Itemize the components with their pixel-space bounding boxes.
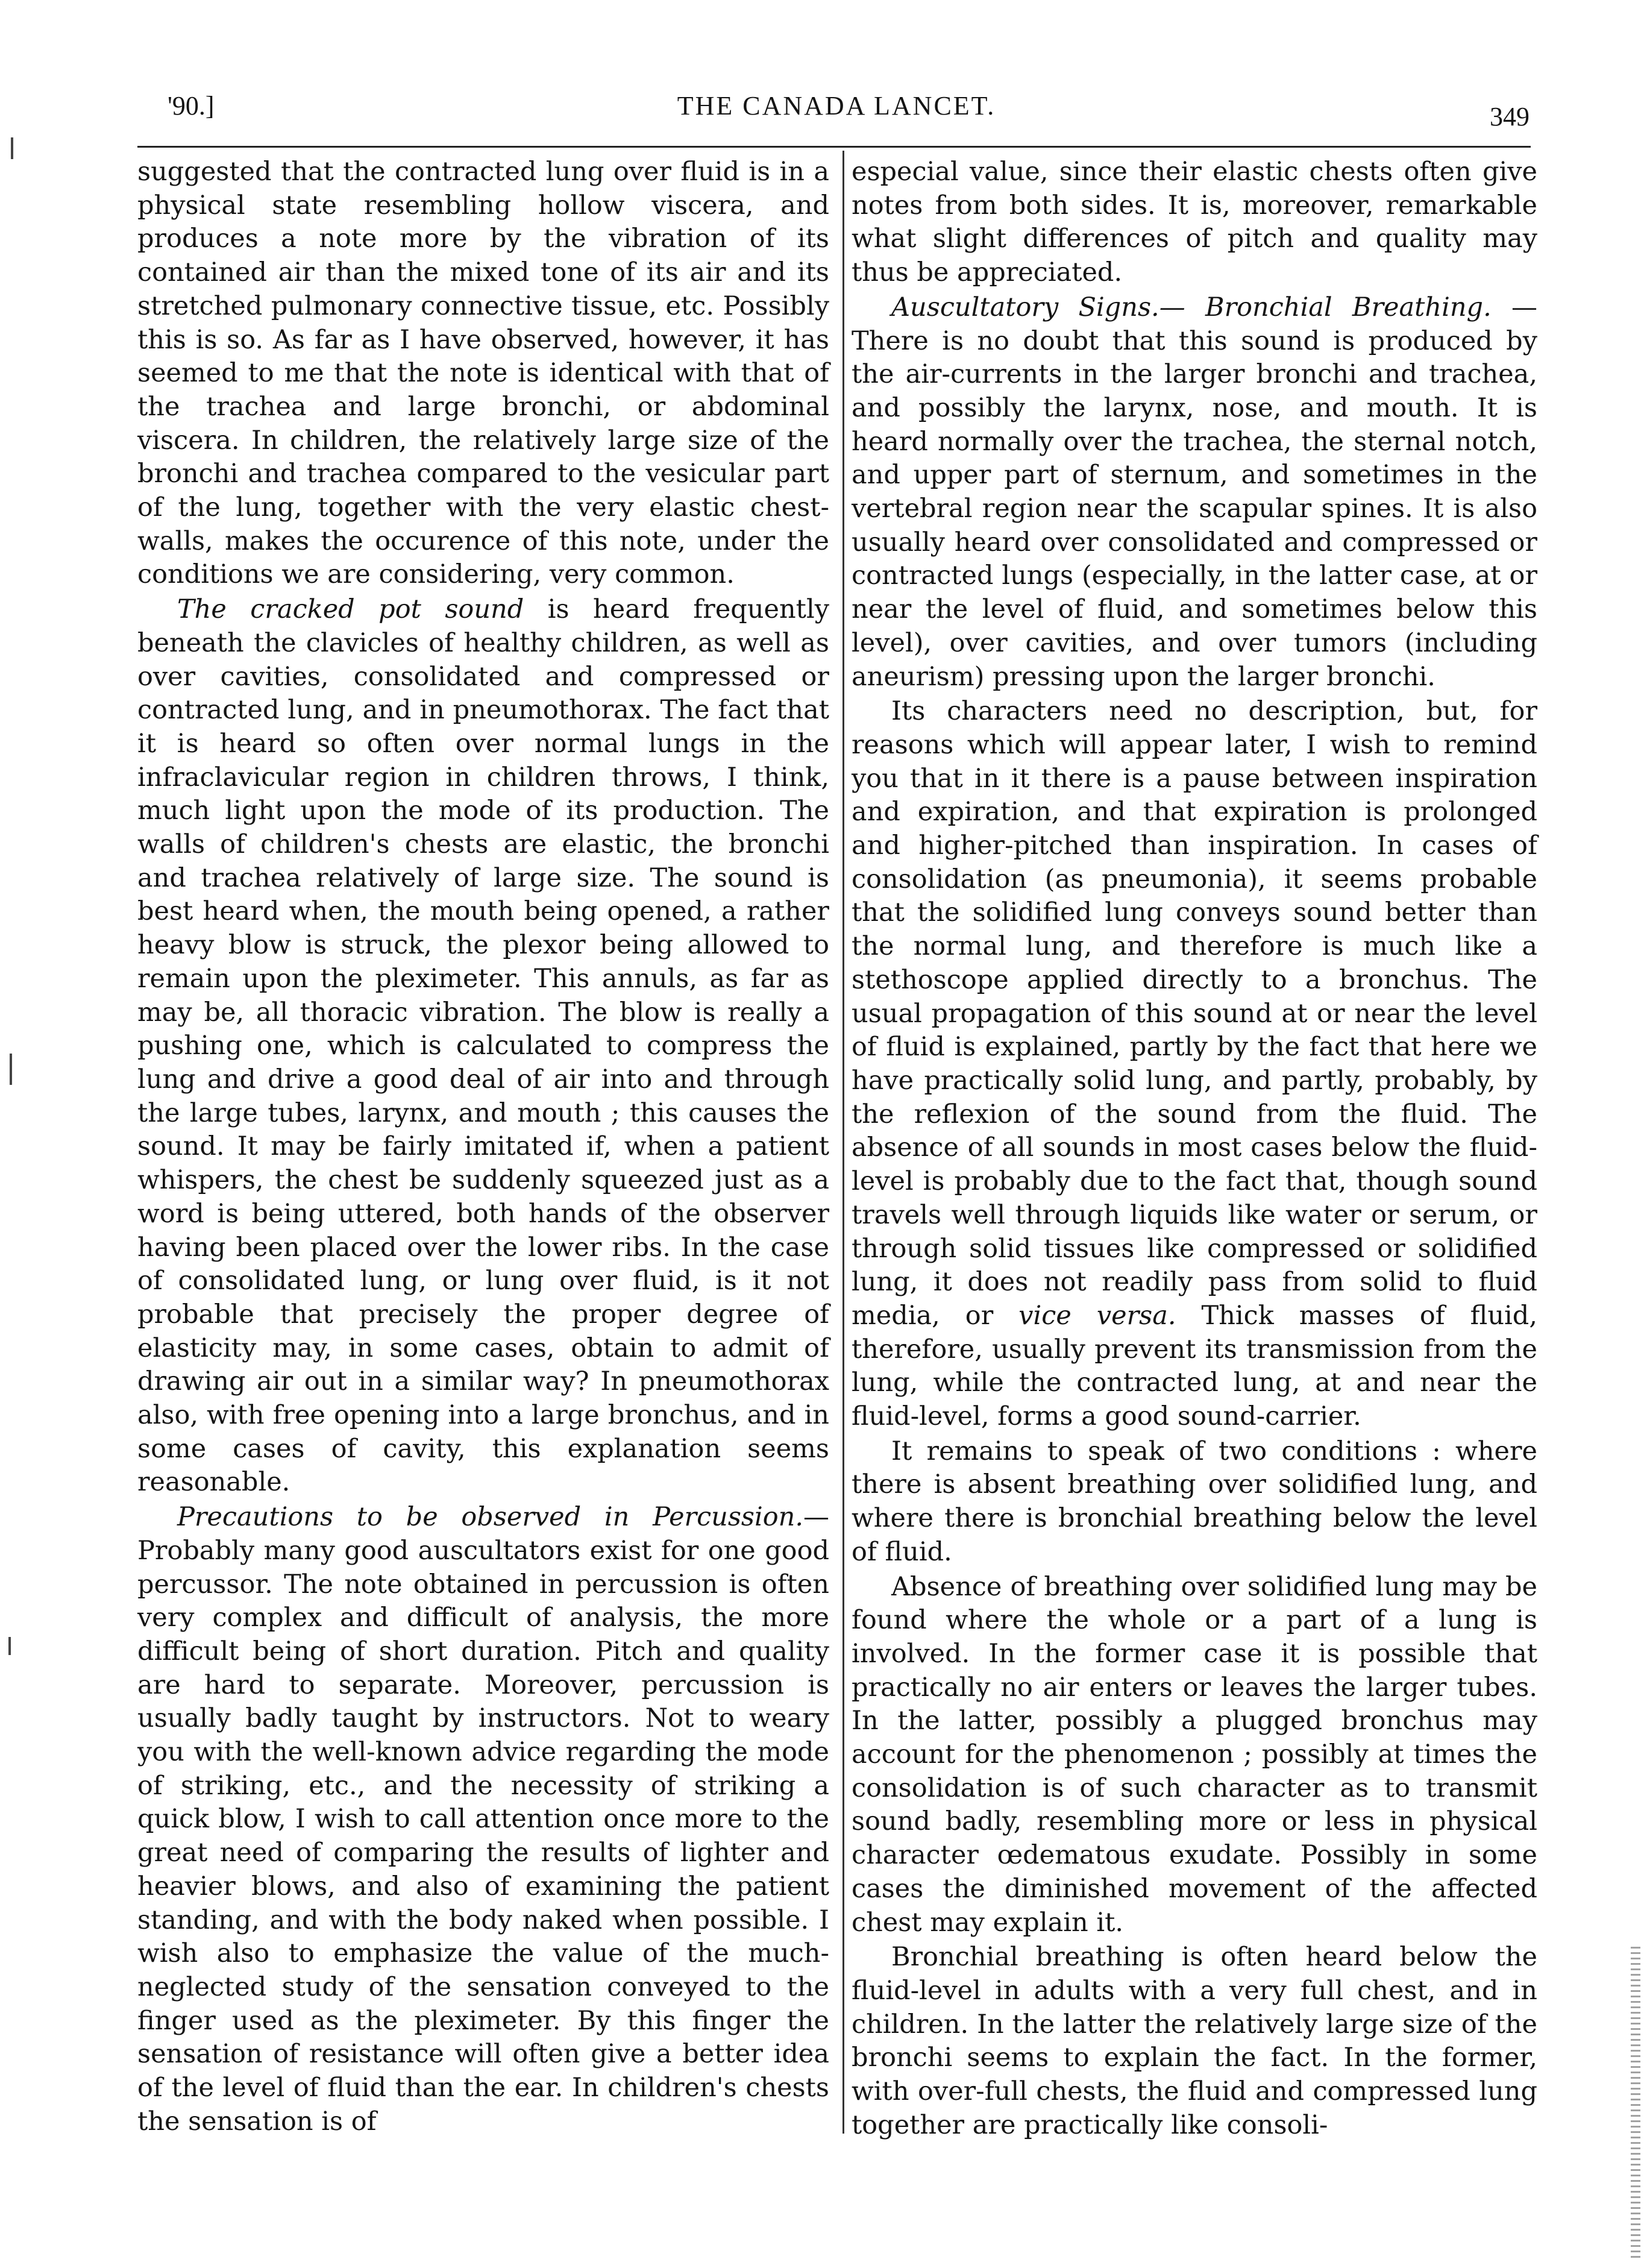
left-column [137,155,829,2138]
section-heading: Auscultatory Signs.— Bronchial Breathing. [891,292,1492,322]
margin-mark [10,1054,12,1085]
scan-edge-noise [1631,1947,1640,2260]
volume-year: '90.] [168,91,215,121]
paragraph: especial value, since their elastic chests often give notes from both sides. It is, moreover, remarkable what slight differences of pitch and quality may thus be appreciated. [852,157,1537,288]
column-divider [842,151,844,2134]
italic-phrase: vice versa. [1018,1300,1176,1331]
paragraph [137,1501,829,2138]
paragraph-text: — There is no doubt that this sound is produced by the air-currents in the larger bronchi and trachea, and possibly the larynx, nose, and mouth. It is heard normally over the trachea, the sternal notch, and upper part of sternum, and sometimes in the vertebral region near the scapular spines. It is also usually heard over consolidated and compressed or contracted lungs (especially, in the latter case, at or near the level of fluid, and sometimes below this level), over cavities, and over tumors (including aneurism) pressing upon the larger bronchi. [852,292,1537,692]
paragraph: suggested that the contracted lung over fluid is in a physical state resembling hollow viscera, and produces a note more by the vibration of its contained air than the mixed tone of its air and its stretched pulmonary connective tissue, etc. Possibly this is so. As far as I have observed, however, it has seemed to me that the note is identical with that of the trachea and large bronchi, or abdominal viscera. In children, the relatively large size of the bronchi and trachea compared to the vesicular part of the lung, together with the very elastic chest-walls, makes the occurence of this note, under the conditions we are considering, very common. [137,157,829,590]
paragraph-text: —Probably many good auscultators exist for one good percussor. The note obtained in percussion is often very complex and difficult of analysis, the more difficult being of short duration. Pitch and quality are hard to separate. Moreover, percussion is usually badly taught by instructors. Not to weary you with the well-known advice regarding the mode of striking, etc., and the necessity of striking a quick blow, I wish to call attention once more to the great need of comparing the results of lighter and heavier blows, and also of examining the patient standing, and with the body naked when possible. I wish also to emphasize the value of the much-neglected study of the sensation conveyed to the finger used as the pleximeter. By this finger the sensation of resistance will often give a better idea of the level of fluid than the ear. In children's chests the sensation is of [137,1502,829,2137]
journal-title: THE CANADA LANCET. [677,91,996,121]
paragraph [137,593,829,1500]
paragraph [852,291,1537,694]
right-column [852,155,1537,2142]
margin-mark [8,1637,11,1655]
paragraph-text: Its characters need no description, but, for reasons which will appear later, I wish to remind you that in it there is a pause between inspiration and expiration, and that expiration is prolonged and higher-pitched than inspiration. In cases of consolidation (as pneumonia), it seems probable that the solidified lung conveys sound better than the normal lung, and therefore is much like a stethoscope applied directly to a bronchus. The usual propagation of this sound at or near the level of fluid is explained, partly by the fact that here we have practically solid lung, and partly, probably, by the reflexion of the sound from the fluid. The absence of all sounds in most cases below the fluid-level is probably due to the fact that, though sound travels well through liquids like water or serum, or through solid tissues like compressed or solidified lung, it does not readily pass from solid to fluid media, or [852,696,1537,1331]
section-heading: The cracked pot sound [177,594,524,625]
page-number: 349 [1490,102,1529,131]
section-heading: Precautions to be observed in Percussion. [177,1502,803,1533]
paragraph: Absence of breathing over solidified lung may be found where the whole or a part of a lung is involved. In the former case it is possible that practically no air enters or leaves the larger tubes. In the latter, possibly a plugged bronchus may account for the phenomenon ; possibly at times the consolidation is of such character as to transmit sound badly, resembling more or less in physical character œdematous exudate. Possibly in some cases the diminished movement of the affected chest may explain it. [852,1571,1537,1938]
paragraph: Bronchial breathing is often heard below the fluid-level in adults with a very full chest, and in children. In the latter the relatively large size of the bronchi seems to explain the fact. In the former, with over-full chests, the fluid and compressed lung together are practically like consoli- [852,1942,1537,2140]
paragraph-text: Thick masses of fluid, therefore, usually prevent its transmission from the lung, while the contracted lung, at and near the fluid-level, forms a good sound-carrier. [852,1300,1537,1432]
running-head [168,90,1529,139]
margin-mark [11,137,13,159]
paragraph-text: is heard frequently beneath the clavicles of healthy children, as well as over cavities, consolidated and compressed or contracted lung, and in pneumothorax. The fact that it is heard so often over normal lungs in the infraclavicular region in children throws, I think, much light upon the mode of its production. The walls of children's chests are elastic, the bronchi and trachea relatively of large size. The sound is best heard when, the mouth being opened, a rather heavy blow is struck, the plexor being allowed to remain upon the pleximeter. This annuls, as far as may be, all thoracic vibration. The blow is really a pushing one, which is calculated to compress the lung and drive a good deal of air into and through the large tubes, larynx, and mouth ; this causes the sound. It may be fairly imitated if, when a patient whispers, the chest be suddenly squeezed just as a word is being uttered, both hands of the observer having been placed over the lower ribs. In the case of consolidated lung, or lung over fluid, is it not probable that precisely the proper degree of elasticity may, in some cases, obtain to admit of drawing air out in a similar way? In pneumothorax also, with free opening into a large bronchus, and in some cases of cavity, this explanation seems reasonable. [137,594,829,1498]
paragraph: It remains to speak of two conditions : where there is absent breathing over solidified lung, and where there is bronchial breathing below the level of fluid. [852,1436,1537,1567]
paragraph [852,695,1537,1433]
header-rule [137,146,1531,148]
